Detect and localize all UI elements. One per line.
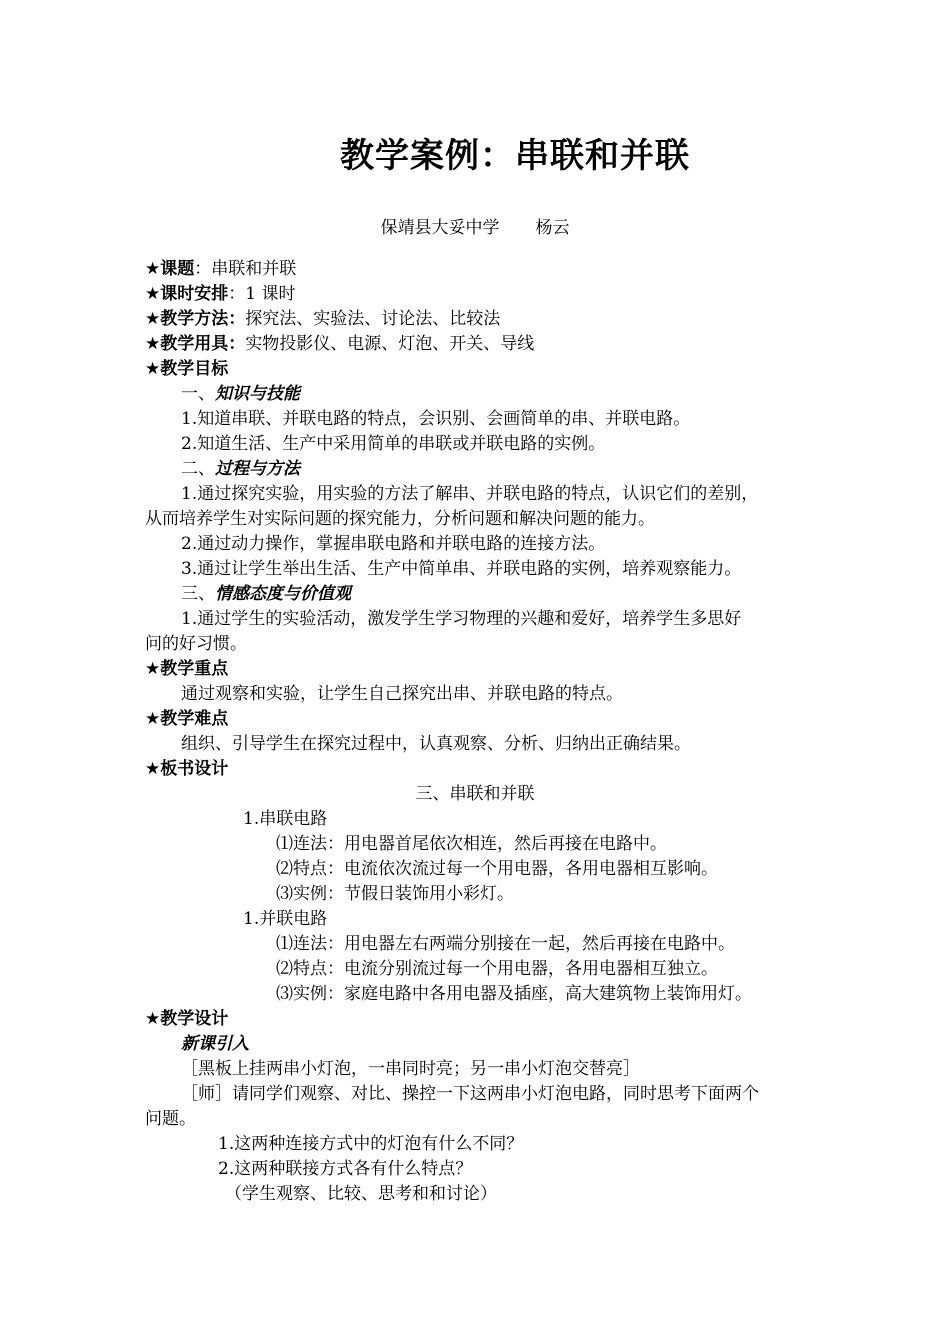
methods-label: ★教学方法： bbox=[145, 309, 246, 329]
series-feature: ⑵特点：电流依次流过每一个用电器，各用电器相互影响。 bbox=[276, 859, 718, 879]
goal-section-3-heading bbox=[181, 582, 351, 606]
tools-line bbox=[145, 332, 534, 356]
schedule-line bbox=[145, 282, 295, 306]
parallel-example: ⑶实例：家庭电路中各用电器及插座，高大建筑物上装饰用灯。 bbox=[276, 984, 752, 1004]
goals-heading: ★教学目标 bbox=[145, 359, 229, 379]
author-school: 保靖县大妥中学 bbox=[380, 218, 500, 238]
tools-label: ★教学用具： bbox=[145, 334, 246, 354]
key-point-text: 通过观察和实验，让学生自己探究出串、并联电路的特点。 bbox=[181, 684, 623, 704]
series-example: ⑶实例：节假日装饰用小彩灯。 bbox=[276, 884, 514, 904]
teacher-prompt-line-2: 问题。 bbox=[145, 1109, 196, 1129]
teaching-design-heading: ★教学设计 bbox=[145, 1009, 229, 1029]
tools-value: 实物投影仪、电源、灯泡、开关、导线 bbox=[245, 334, 535, 354]
student-activity-note: （学生观察、比较、思考和和讨论） bbox=[225, 1184, 497, 1204]
goal-section-3-title: 情感态度与价值观 bbox=[215, 584, 351, 604]
author-name: 杨云 bbox=[535, 218, 570, 238]
goal-section-2-heading bbox=[181, 457, 300, 481]
methods-line bbox=[145, 307, 500, 331]
goal-2-item-3: 3.通过让学生举出生活、生产中简单串、并联电路的实例，培养观察能力。 bbox=[181, 559, 742, 579]
author-line bbox=[0, 213, 950, 238]
goal-section-2-number: 二、 bbox=[181, 459, 215, 479]
series-connection: ⑴连法：用电器首尾依次相连，然后再接在电路中。 bbox=[276, 834, 667, 854]
goal-section-1-number: 一、 bbox=[181, 384, 215, 404]
scene-note: ［黑板上挂两串小灯泡，一串同时亮；另一串小灯泡交替亮］ bbox=[181, 1059, 640, 1079]
difficulty-text: 组织、引导学生在探究过程中，认真观察、分析、归纳出正确结果。 bbox=[181, 734, 691, 754]
board-design-heading: ★板书设计 bbox=[145, 759, 229, 779]
teacher-prompt-line-1: ［师］请同学们观察、对比、操控一下这两串小灯泡电路，同时思考下面两个 bbox=[181, 1084, 759, 1104]
goal-2-item-1-line-2: 从而培养学生对实际问题的探究能力，分析问题和解决问题的能力。 bbox=[145, 509, 655, 529]
goal-3-item-1-line-1: 1.通过学生的实验活动，激发学生学习物理的兴趣和爱好，培养学生多思好 bbox=[181, 609, 742, 629]
topic-line bbox=[145, 257, 296, 281]
goal-2-item-1-line-1: 1.通过探究实验，用实验的方法了解串、并联电路的特点，认识它们的差别， bbox=[181, 484, 759, 504]
question-2: 2.这两种联接方式各有什么特点？ bbox=[218, 1159, 473, 1179]
goal-3-item-1-line-2: 问的好习惯。 bbox=[145, 634, 247, 654]
schedule-label: ★课时安排 bbox=[145, 284, 229, 304]
difficulty-heading: ★教学难点 bbox=[145, 709, 229, 729]
series-circuit-title: 1.串联电路 bbox=[243, 809, 328, 829]
intro-heading: 新课引入 bbox=[181, 1034, 249, 1054]
goal-section-3-number: 三、 bbox=[181, 584, 215, 604]
document-title: 教学案例：串联和并联 bbox=[340, 136, 690, 176]
topic-value: ：串联和并联 bbox=[194, 259, 297, 279]
methods-value: 探究法、实验法、讨论法、比较法 bbox=[245, 309, 501, 329]
goal-section-1-title: 知识与技能 bbox=[215, 384, 300, 404]
board-title: 三、串联和并联 bbox=[415, 784, 535, 804]
topic-label: ★课题 bbox=[145, 259, 195, 279]
key-point-heading: ★教学重点 bbox=[145, 659, 229, 679]
schedule-value: ：1 课时 bbox=[228, 284, 296, 304]
parallel-feature: ⑵特点：电流分别流过每一个用电器，各用电器相互独立。 bbox=[276, 959, 718, 979]
goal-section-1-heading bbox=[181, 382, 300, 406]
goal-2-item-2: 2.通过动力操作，掌握串联电路和并联电路的连接方法。 bbox=[181, 534, 606, 554]
parallel-connection: ⑴连法：用电器左右两端分别接在一起，然后再接在电路中。 bbox=[276, 934, 735, 954]
goal-section-2-title: 过程与方法 bbox=[215, 459, 300, 479]
question-1: 1.这两种连接方式中的灯泡有什么不同？ bbox=[218, 1134, 524, 1154]
goal-1-item-1: 1.知道串联、并联电路的特点，会识别、会画简单的串、并联电路。 bbox=[181, 409, 691, 429]
goal-1-item-2: 2.知道生活、生产中采用简单的串联或并联电路的实例。 bbox=[181, 434, 606, 454]
parallel-circuit-title: 1.并联电路 bbox=[243, 909, 328, 929]
